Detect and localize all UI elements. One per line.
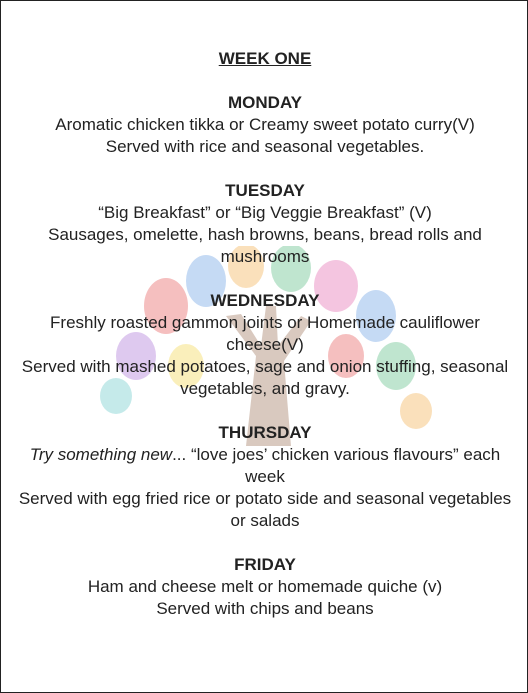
day-monday (1, 92, 528, 158)
italic-prefix: Try something new (29, 445, 173, 464)
menu-line: Served with chips and beans (156, 599, 374, 618)
menu-line (1, 444, 528, 488)
day-heading: MONDAY (228, 93, 302, 112)
menu-line: “Big Breakfast” or “Big Veggie Breakfast” (V) (98, 203, 432, 222)
page-title: WEEK ONE (218, 49, 312, 68)
day-tuesday (1, 180, 528, 268)
day-friday (1, 554, 528, 620)
menu-line: Served with egg fried rice or potato side and seasonal vegetables or salads (18, 489, 512, 530)
menu-content (1, 48, 528, 642)
day-heading: TUESDAY (225, 181, 305, 200)
menu-line: Aromatic chicken tikka or Creamy sweet potato curry(V) (55, 115, 475, 134)
menu-line: Sausages, omelette, hash browns, beans, bread rolls and mushrooms (48, 225, 482, 266)
menu-line: Served with rice and seasonal vegetables. (105, 137, 425, 156)
day-thursday (1, 422, 528, 532)
day-heading: WEDNESDAY (210, 291, 320, 310)
menu-line: Ham and cheese melt or homemade quiche (v) (87, 577, 443, 596)
menu-line: Served with mashed potatoes, sage and onion stuffing, seasonal vegetables, and gravy. (21, 357, 509, 398)
day-heading: FRIDAY (234, 555, 296, 574)
day-wednesday (1, 290, 528, 400)
day-heading: THURSDAY (218, 423, 312, 442)
menu-line-text: ... “love joes’ chicken various flavours” each week (172, 445, 501, 486)
menu-line: Freshly roasted gammon joints or Homemade cauliflower cheese(V) (50, 313, 480, 354)
